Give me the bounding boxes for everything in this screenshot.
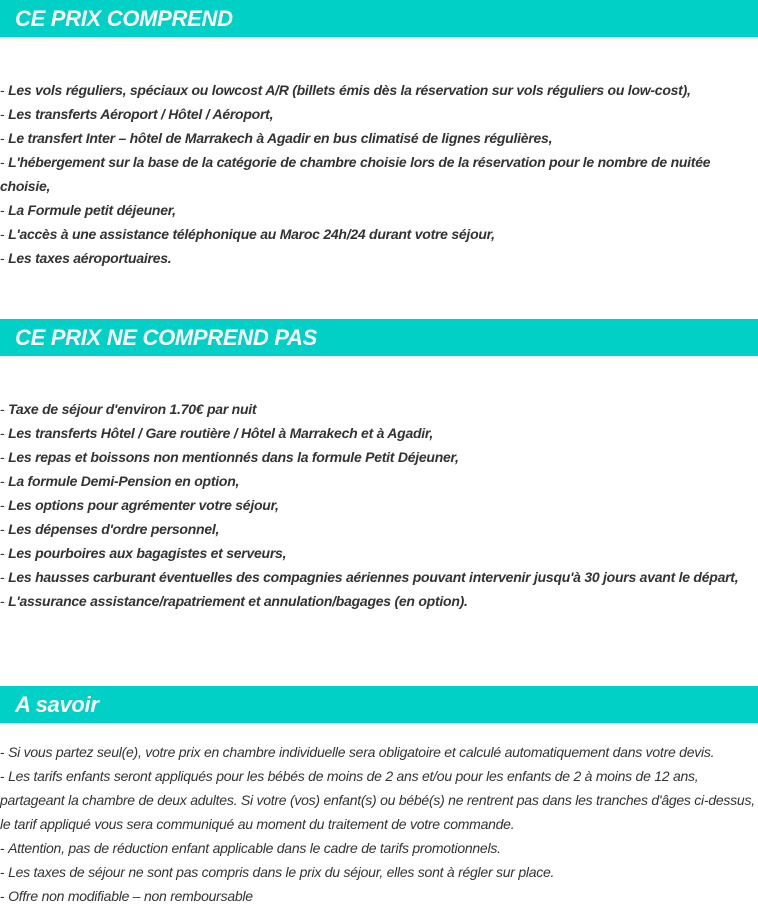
list-item: - Les taxes aéroportuaires. bbox=[0, 250, 172, 266]
excludes-list bbox=[0, 397, 756, 613]
list-item: - Les taxes de séjour ne sont pas compris dans le prix du séjour, elles sont à régler sur place. bbox=[0, 864, 555, 880]
list-item: - Taxe de séjour d'environ 1.70€ par nuit bbox=[0, 401, 257, 417]
list-item: - Le transfert Inter – hôtel de Marrakech à Agadir en bus climatisé de lignes régulières, bbox=[0, 130, 553, 146]
excludes-title: CE PRIX NE COMPREND PAS bbox=[15, 324, 317, 350]
includes-title: CE PRIX COMPREND bbox=[15, 5, 233, 31]
list-item: - Attention, pas de réduction enfant applicable dans le cadre de tarifs promotionnels. bbox=[0, 840, 501, 856]
list-item: - La formule Demi-Pension en option, bbox=[0, 473, 240, 489]
list-item: - Les transferts Hôtel / Gare routière / Hôtel à Marrakech et à Agadir, bbox=[0, 425, 434, 441]
list-item: - La Formule petit déjeuner, bbox=[0, 202, 176, 218]
list-item: - Les transferts Aéroport / Hôtel / Aéroport, bbox=[0, 106, 274, 122]
list-item: - Les dépenses d'ordre personnel, bbox=[0, 521, 220, 537]
list-item: - Les hausses carburant éventuelles des compagnies aériennes pouvant intervenir jusqu'à 30 jours avant le départ, bbox=[0, 569, 739, 585]
list-item: - Offre non modifiable – non remboursable bbox=[0, 888, 253, 904]
excludes-header bbox=[0, 319, 758, 356]
includes-list bbox=[0, 78, 756, 270]
list-item: - Les pourboires aux bagagistes et serveurs, bbox=[0, 545, 287, 561]
list-item: - Les repas et boissons non mentionnés dans la formule Petit Déjeuner, bbox=[0, 449, 459, 465]
includes-header bbox=[0, 0, 758, 37]
list-item: - Les vols réguliers, spéciaux ou lowcost A/R (billets émis dès la réservation sur vols réguliers ou low-cost), bbox=[0, 82, 691, 98]
list-item: - L'assurance assistance/rapatriement et annulation/bagages (en option). bbox=[0, 593, 468, 609]
list-item: - L'accès à une assistance téléphonique au Maroc 24h/24 durant votre séjour, bbox=[0, 226, 495, 242]
list-item: - Les options pour agrémenter votre séjour, bbox=[0, 497, 279, 513]
list-item: - L'hébergement sur la base de la catégorie de chambre choisie lors de la réservation pour le nombre de nuitée choisie, bbox=[0, 154, 711, 194]
list-item: - Les tarifs enfants seront appliqués pour les bébés de moins de 2 ans et/ou pour les enfants de 2 à moins de 12 ans, partageant la chambre de deux adultes. Si votre (vos) enfant(s) ou bébé(s) ne rentrent pas dans les tranches d'âges ci-dessus, le tarif appliqué vous sera communiqué au moment du traitement de votre commande. bbox=[0, 768, 755, 832]
good-to-know-list bbox=[0, 740, 756, 907]
good-to-know-header bbox=[0, 686, 758, 723]
good-to-know-title: A savoir bbox=[15, 691, 99, 717]
list-item: - Si vous partez seul(e), votre prix en chambre individuelle sera obligatoire et calculé automatiquement dans votre devis. bbox=[0, 744, 715, 760]
